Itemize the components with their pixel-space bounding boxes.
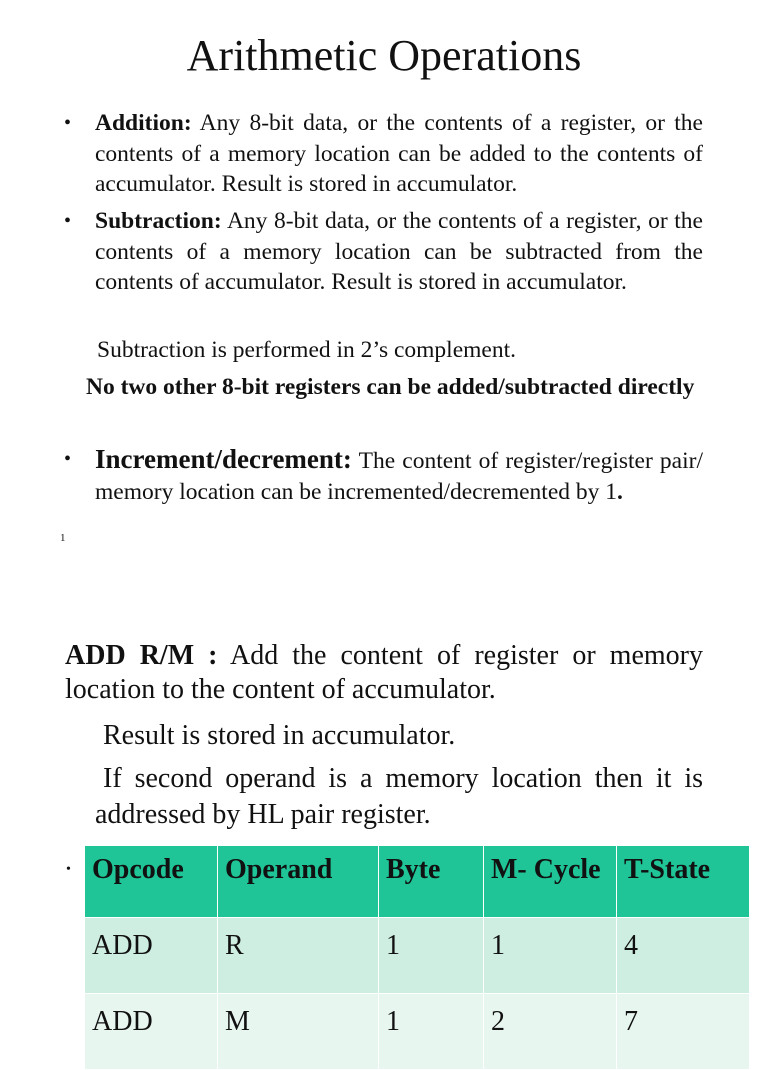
slide-title: Arithmetic Operations — [186, 31, 582, 80]
add-instruction-table — [84, 845, 750, 1070]
increment-text: The content of register/register pair/ memory location can be incremented/decremented by 1 — [95, 448, 703, 505]
header-m-cycle: M- Cycle — [484, 846, 617, 918]
table-row — [85, 994, 750, 1070]
subtraction-paragraph — [95, 206, 703, 298]
cell-m-cycle: 2 — [484, 994, 617, 1070]
header-byte: Byte — [379, 846, 484, 918]
addition-text: Any 8-bit data, or the contents of a register, or the contents of a memory location can be added to the contents of accumulator. Result is stored in accumulator. — [95, 110, 703, 197]
subtraction-note: Subtraction is performed in 2’s complement. — [97, 337, 516, 363]
add-instruction-paragraph — [65, 639, 703, 707]
cell-opcode: ADD — [85, 994, 218, 1070]
table-row — [85, 918, 750, 994]
bullet-increment: • — [64, 448, 72, 470]
add-memory-line: If second operand is a memory location then it is addressed by HL pair register. — [95, 763, 703, 830]
add-instruction: ADD R/M : — [65, 640, 218, 671]
add-description: Add the content of register or memory location to the content of accumulator. — [65, 640, 703, 705]
cell-byte: 1 — [379, 994, 484, 1070]
cell-operand: M — [218, 994, 379, 1070]
addition-term: Addition: — [95, 110, 192, 136]
header-t-state: T-State — [617, 846, 750, 918]
increment-end: . — [617, 478, 623, 505]
bullet-addition: • — [64, 112, 72, 134]
slide-number: 1 — [60, 532, 66, 544]
cell-operand: R — [218, 918, 379, 994]
cell-opcode: ADD — [85, 918, 218, 994]
header-opcode: Opcode — [85, 846, 218, 918]
cell-byte: 1 — [379, 918, 484, 994]
cell-t-state: 4 — [617, 918, 750, 994]
register-warning: No two other 8-bit registers can be added/subtracted directly — [86, 374, 695, 400]
subtraction-text: Any 8-bit data, or the contents of a register, or the contents of a memory location can be subtracted from the contents of accumulator. Result is stored in accumulator. — [95, 208, 703, 295]
add-result-line: Result is stored in accumulator. — [103, 720, 456, 751]
bullet-subtraction: • — [64, 210, 72, 232]
cell-m-cycle: 1 — [484, 918, 617, 994]
increment-term: Increment/decrement: — [95, 444, 352, 474]
cell-t-state: 7 — [617, 994, 750, 1070]
addition-paragraph — [95, 108, 703, 200]
increment-paragraph — [95, 444, 703, 507]
subtraction-term: Subtraction: — [95, 208, 222, 234]
header-operand: Operand — [218, 846, 379, 918]
table-bullet: • — [66, 862, 71, 877]
table-header-row — [85, 846, 750, 918]
